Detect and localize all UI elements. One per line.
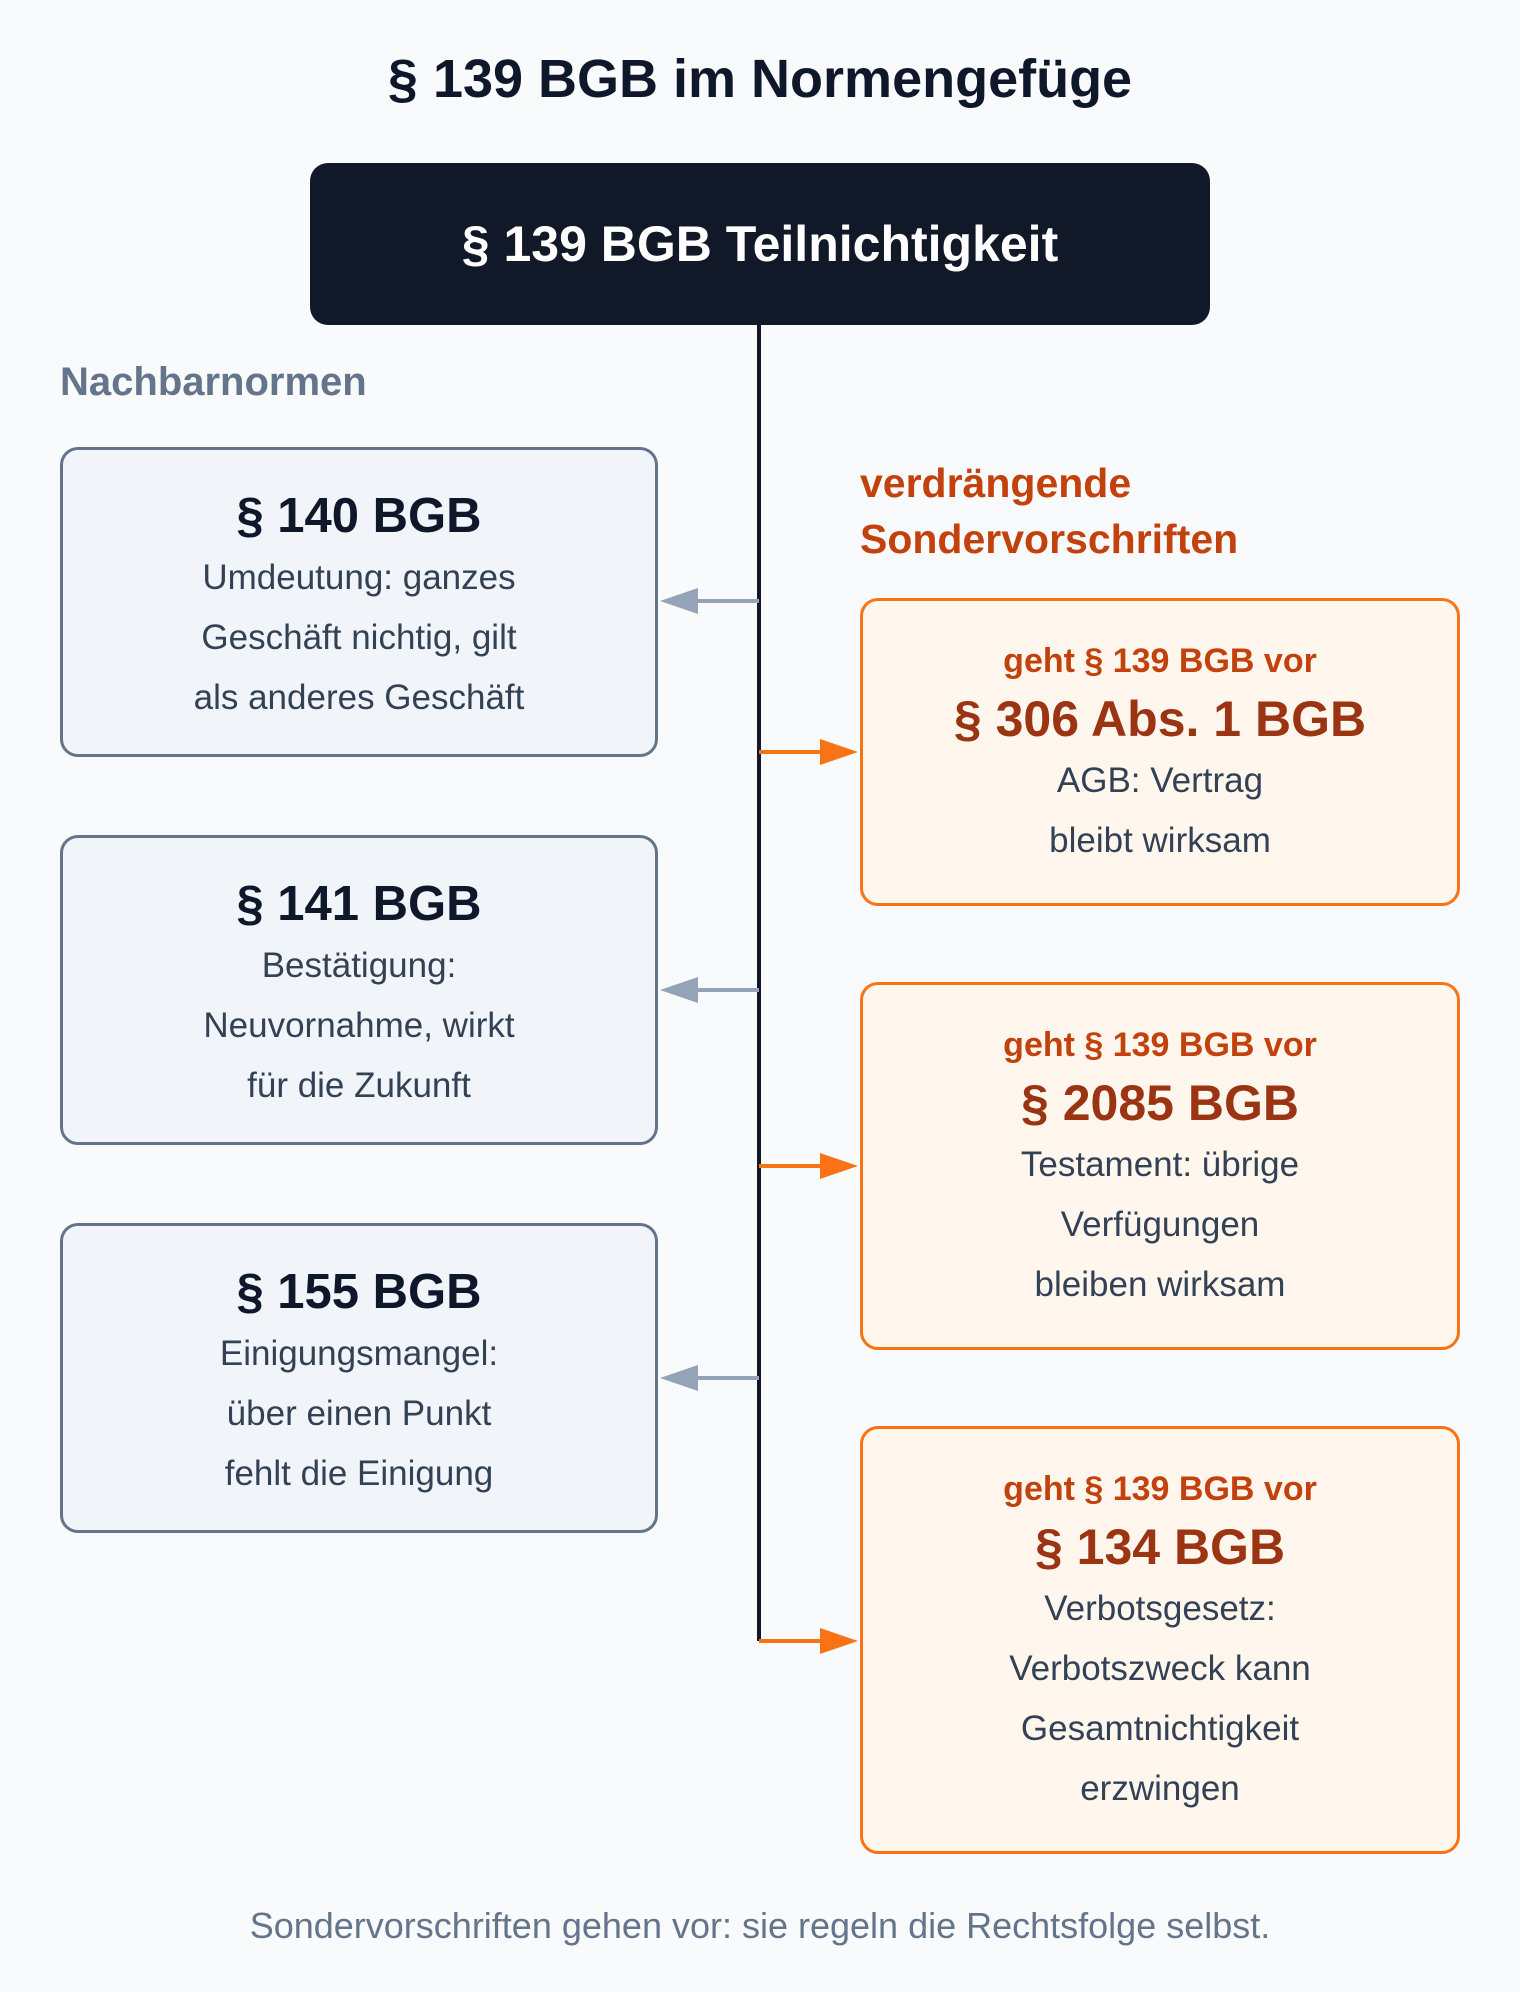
description-line: für die Zukunft — [247, 1066, 471, 1105]
special-rule-box-2085 — [860, 982, 1460, 1350]
footer-note: Sondervorschriften gehen vor: sie regeln die Rechtsfolge selbst. — [249, 1905, 1271, 1946]
precedence-tag: geht § 139 BGB vor — [1003, 1026, 1317, 1064]
description-line: Einigungsmangel: — [219, 1334, 499, 1373]
special-rule-box-306 — [860, 598, 1460, 906]
special-rule-box-134 — [860, 1426, 1460, 1854]
neighbor-norm-description — [63, 1324, 655, 1504]
arrow-to-2085-line — [759, 1164, 822, 1168]
description-line: als anderes Geschäft — [193, 678, 525, 717]
precedence-tag: geht § 139 BGB vor — [1003, 1470, 1317, 1508]
special-rule-description — [863, 1135, 1457, 1315]
vertical-connector — [757, 325, 761, 1641]
description-line: Verfügungen — [1060, 1205, 1260, 1244]
neighbor-norm-title: § 140 BGB — [236, 489, 482, 543]
description-line: bleibt wirksam — [1049, 821, 1271, 860]
neighbor-norm-box-141 — [60, 835, 658, 1145]
special-rules-heading — [860, 455, 1380, 567]
arrow-to-140-line — [696, 599, 759, 603]
arrow-to-141-line — [696, 988, 759, 992]
description-line: Geschäft nichtig, gilt — [201, 618, 517, 657]
description-line: Bestätigung: — [261, 946, 457, 985]
arrow-to-155-line — [696, 1376, 759, 1380]
description-line: Umdeutung: ganzes — [202, 558, 516, 597]
description-line: Gesamtnichtigkeit — [1020, 1709, 1300, 1748]
arrow-to-306-line — [759, 750, 822, 754]
description-line: AGB: Vertrag — [1056, 761, 1264, 800]
precedence-tag: geht § 139 BGB vor — [1003, 642, 1317, 680]
special-rule-description — [863, 751, 1457, 871]
description-line: Neuvornahme, wirkt — [203, 1006, 515, 1045]
description-line: Verbotszweck kann — [1009, 1649, 1311, 1688]
arrow-right-icon — [820, 1153, 858, 1179]
neighbor-norm-description — [63, 936, 655, 1116]
neighbor-norm-title: § 141 BGB — [236, 877, 482, 931]
description-line: Verbotsgesetz: — [1044, 1589, 1276, 1628]
arrow-right-icon — [820, 739, 858, 765]
root-label: § 139 BGB Teilnichtigkeit — [461, 216, 1059, 272]
special-rules-heading-line1: verdrängende — [860, 460, 1132, 506]
root-node — [310, 163, 1210, 325]
neighbor-norms-heading: Nachbarnormen — [60, 360, 367, 404]
arrow-right-icon — [820, 1628, 858, 1654]
description-line: erzwingen — [1080, 1769, 1240, 1808]
arrow-left-icon — [660, 977, 698, 1003]
special-rule-description — [863, 1579, 1457, 1819]
neighbor-norm-title: § 155 BGB — [236, 1265, 482, 1319]
neighbor-norm-box-155 — [60, 1223, 658, 1533]
description-line: Testament: übrige — [1020, 1145, 1300, 1184]
description-line: bleiben wirksam — [1034, 1265, 1286, 1304]
special-rule-title: § 2085 BGB — [1021, 1075, 1299, 1131]
arrow-left-icon — [660, 1365, 698, 1391]
description-line: fehlt die Einigung — [224, 1454, 494, 1493]
arrow-to-134-line — [759, 1639, 822, 1643]
diagram-title: § 139 BGB im Normengefüge — [387, 49, 1133, 109]
description-line: über einen Punkt — [226, 1394, 492, 1433]
neighbor-norm-box-140 — [60, 447, 658, 757]
special-rules-heading-line2: Sondervorschriften — [860, 516, 1239, 562]
special-rule-title: § 306 Abs. 1 BGB — [953, 691, 1367, 747]
neighbor-norm-description — [63, 548, 655, 728]
arrow-left-icon — [660, 588, 698, 614]
special-rule-title: § 134 BGB — [1034, 1519, 1286, 1575]
